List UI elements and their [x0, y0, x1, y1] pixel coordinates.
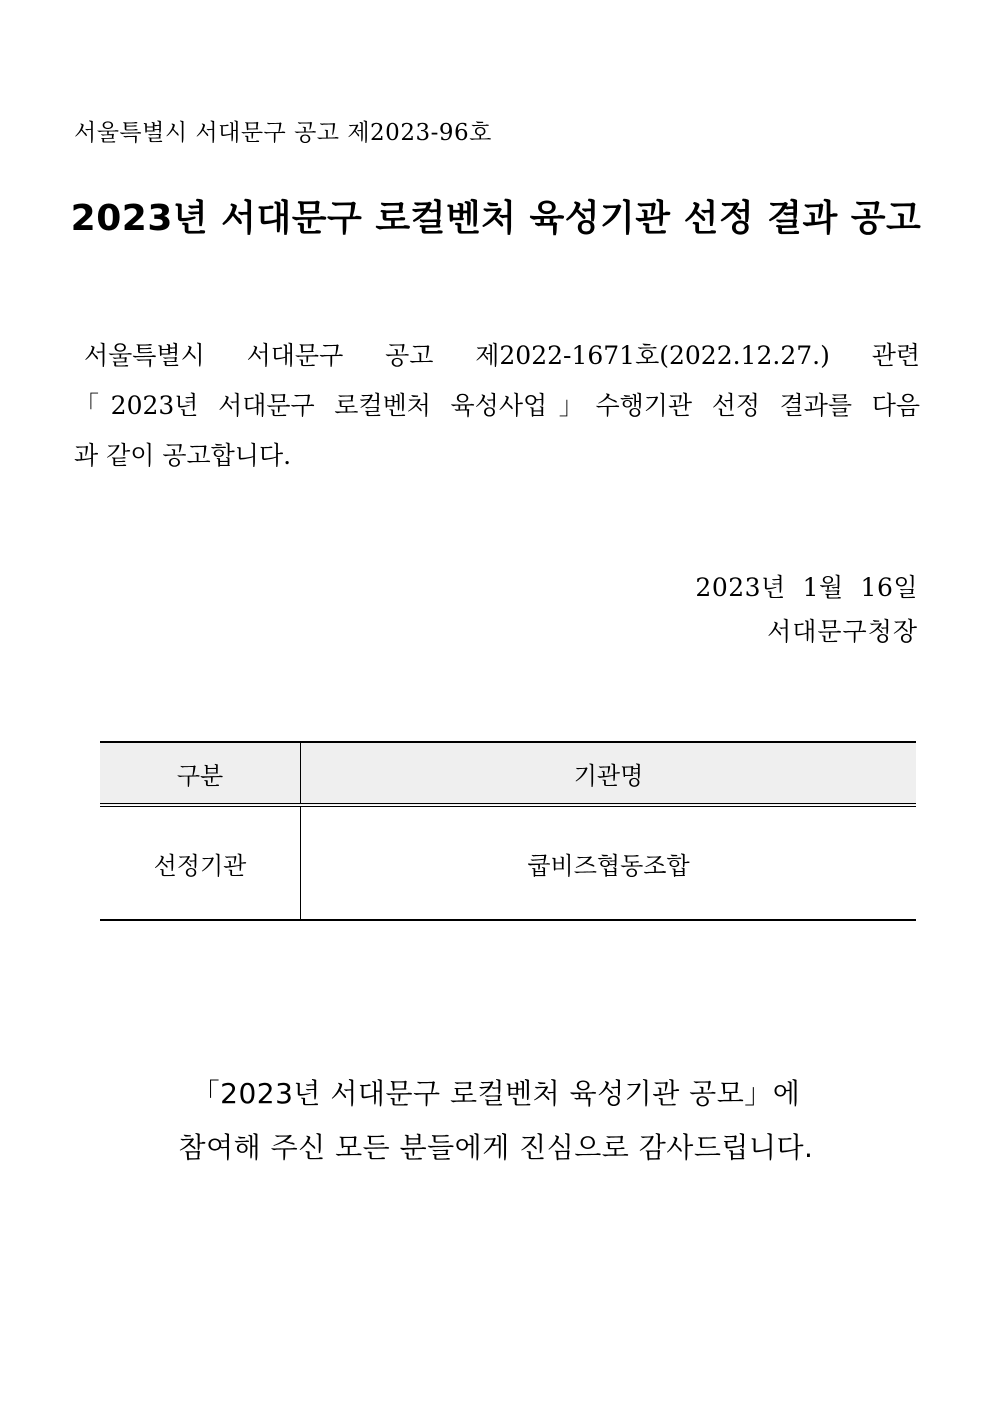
body-line-1: 서울특별시 서대문구 공고 제2022-1671호(2022.12.27.) 관련 — [84, 341, 920, 370]
signer: 서대문구청장 — [767, 617, 918, 646]
table-header-row — [100, 742, 916, 805]
closing-line-1: 「2023년 서대문구 로컬벤처 육성기관 공모」에 — [191, 1077, 801, 1110]
body-line-2: 「2023년 서대문구 로컬벤처 육성사업」수행기관 선정 결과를 다음 — [74, 391, 920, 420]
table-cell-category: 선정기관 — [100, 805, 301, 920]
table-header-category: 구분 — [100, 742, 301, 805]
table-cell-organization: 쿱비즈협동조합 — [301, 805, 917, 920]
body-line-3: 과 같이 공고합니다. — [74, 441, 292, 470]
selection-result-table — [100, 741, 916, 921]
notice-number: 서울특별시 서대문구 공고 제2023-96호 — [74, 120, 492, 146]
closing-line-2: 참여해 주신 모든 분들에게 진심으로 감사드립니다. — [178, 1131, 814, 1164]
page-title: 2023년 서대문구 로컬벤처 육성기관 선정 결과 공고 — [70, 198, 922, 239]
table-row — [100, 805, 916, 920]
table-header-organization: 기관명 — [301, 742, 917, 805]
announcement-date: 2023년 1월 16일 — [695, 573, 918, 602]
